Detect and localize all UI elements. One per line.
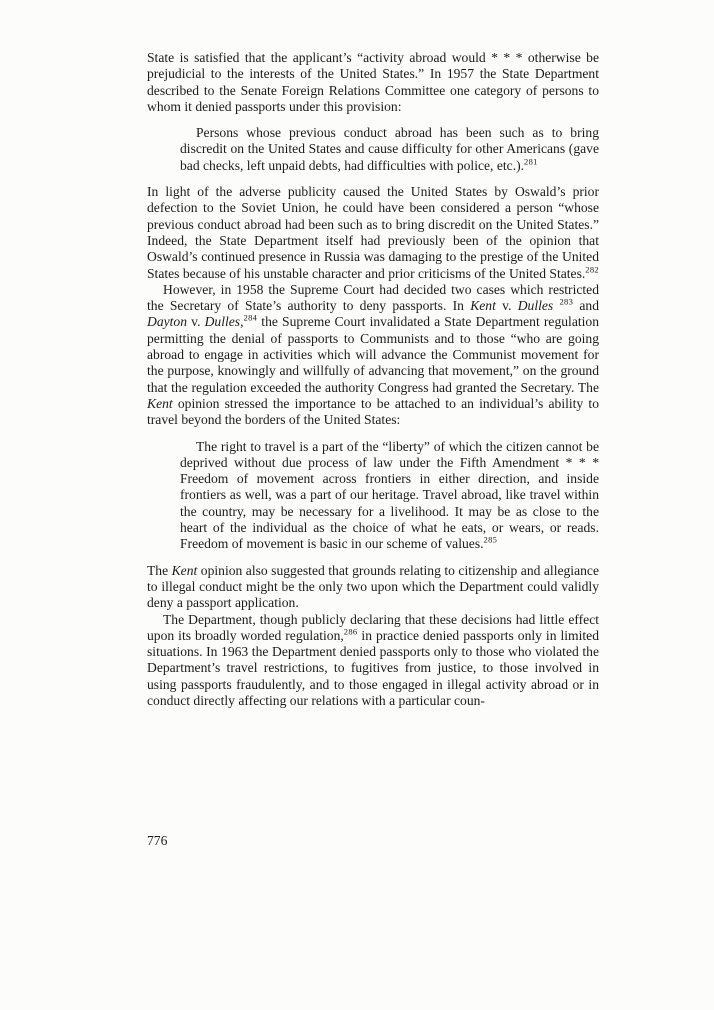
paragraph — [147, 50, 599, 115]
body-text: However, in 1958 the Supreme Court had decided two cases which restricted the Secretary of State’s authority to deny passports. In — [147, 281, 599, 314]
body-text: v. — [187, 314, 205, 330]
text-column — [147, 50, 599, 709]
italic-text: Kent — [147, 395, 173, 411]
page-number: 776 — [147, 833, 168, 848]
footnote-marker: 285 — [483, 534, 498, 545]
body-text: in practice denied passports only in limited situations. In 1963 the Department denied passports only to those who violated the Department’s travel restrictions, to fugitives from justice, to those involved in using passports fraudulently, and to those engaged in illegal activity abroad or in conduct directly affecting our relations with a particular coun- — [147, 627, 599, 708]
italic-text: Dulles — [204, 314, 241, 330]
footnote-marker: 284 — [243, 312, 258, 323]
paragraph — [147, 612, 599, 710]
body-text: and — [573, 298, 600, 314]
body-text: the Supreme Court invalidated a State Department regulation permitting the denial of passports to Communists and to those “who are going abroad to engage in activities which will advance the Communist movement for the purpose, knowingly and willfully of advancing that movement,” on the ground that the regulation exceeded the authority Congress had granted the Secretary. The — [147, 314, 600, 395]
body-text: The Department, though publicly declaring that these decisions had little effect upon its broadly worded regulation, — [147, 611, 599, 643]
italic-text: Dulles — [517, 298, 554, 314]
footnote-marker: 286 — [343, 626, 358, 637]
body-text: The — [147, 562, 172, 578]
block-quote — [147, 125, 599, 174]
body-text: , — [240, 314, 244, 330]
body-text: In light of the adverse publicity caused the United States by Oswald’s prior defection to the Soviet Union, he could have been considered a person “whose previous conduct abroad had been such as to bring discredit on the United States.” Indeed, the State Department itself had previously been of the opinion that Oswald’s continued presence in Russia was damaging to the prestige of the United States because of his unstable character and prior criticisms of the United States. — [147, 184, 599, 281]
paragraph — [147, 282, 599, 429]
footnote-marker: 283 — [559, 296, 574, 307]
paragraph — [147, 563, 599, 612]
body-text: The right to travel is a part of the “liberty” of which the citizen cannot be deprived without due process of law under the Fifth Amendment * * * Freedom of movement across frontiers in either direction, and inside frontiers as well, was a part of our heritage. Travel abroad, like travel within the country, may be necessary for a livelihood. It may be as close to the heart of the individual as the choice of what he eats, or wears, or reads. Freedom of movement is basic in our scheme of values. — [180, 438, 599, 552]
body-text: Persons whose previous conduct abroad has been such as to bring discredit on the United States and cause difficulty for other Americans (gave bad checks, left unpaid debts, had difficulties with police, etc.). — [180, 125, 599, 173]
italic-text: Kent — [171, 562, 198, 578]
block-quote — [147, 439, 599, 553]
italic-text: Dayton — [147, 314, 188, 330]
body-text: State is satisfied that the applicant’s “activity abroad would * * * otherwise be prejudicial to the interests of the United States.” In 1957 the State Department described to the Senate Foreign Relations Committee one category of persons to whom it denied passports under this provision: — [147, 50, 599, 114]
body-text: opinion stressed the importance to be attached to an individual’s ability to travel beyond the borders of the United States: — [147, 395, 599, 428]
italic-text: Kent — [470, 298, 496, 314]
body-text: opinion also suggested that grounds relating to citizenship and allegiance to illegal conduct might be the only two upon which the Department could validly deny a passport application. — [147, 562, 599, 611]
paragraph — [147, 184, 599, 282]
body-text: v. — [495, 298, 518, 314]
footnote-marker: 282 — [585, 264, 599, 275]
footnote-marker: 281 — [524, 156, 538, 167]
